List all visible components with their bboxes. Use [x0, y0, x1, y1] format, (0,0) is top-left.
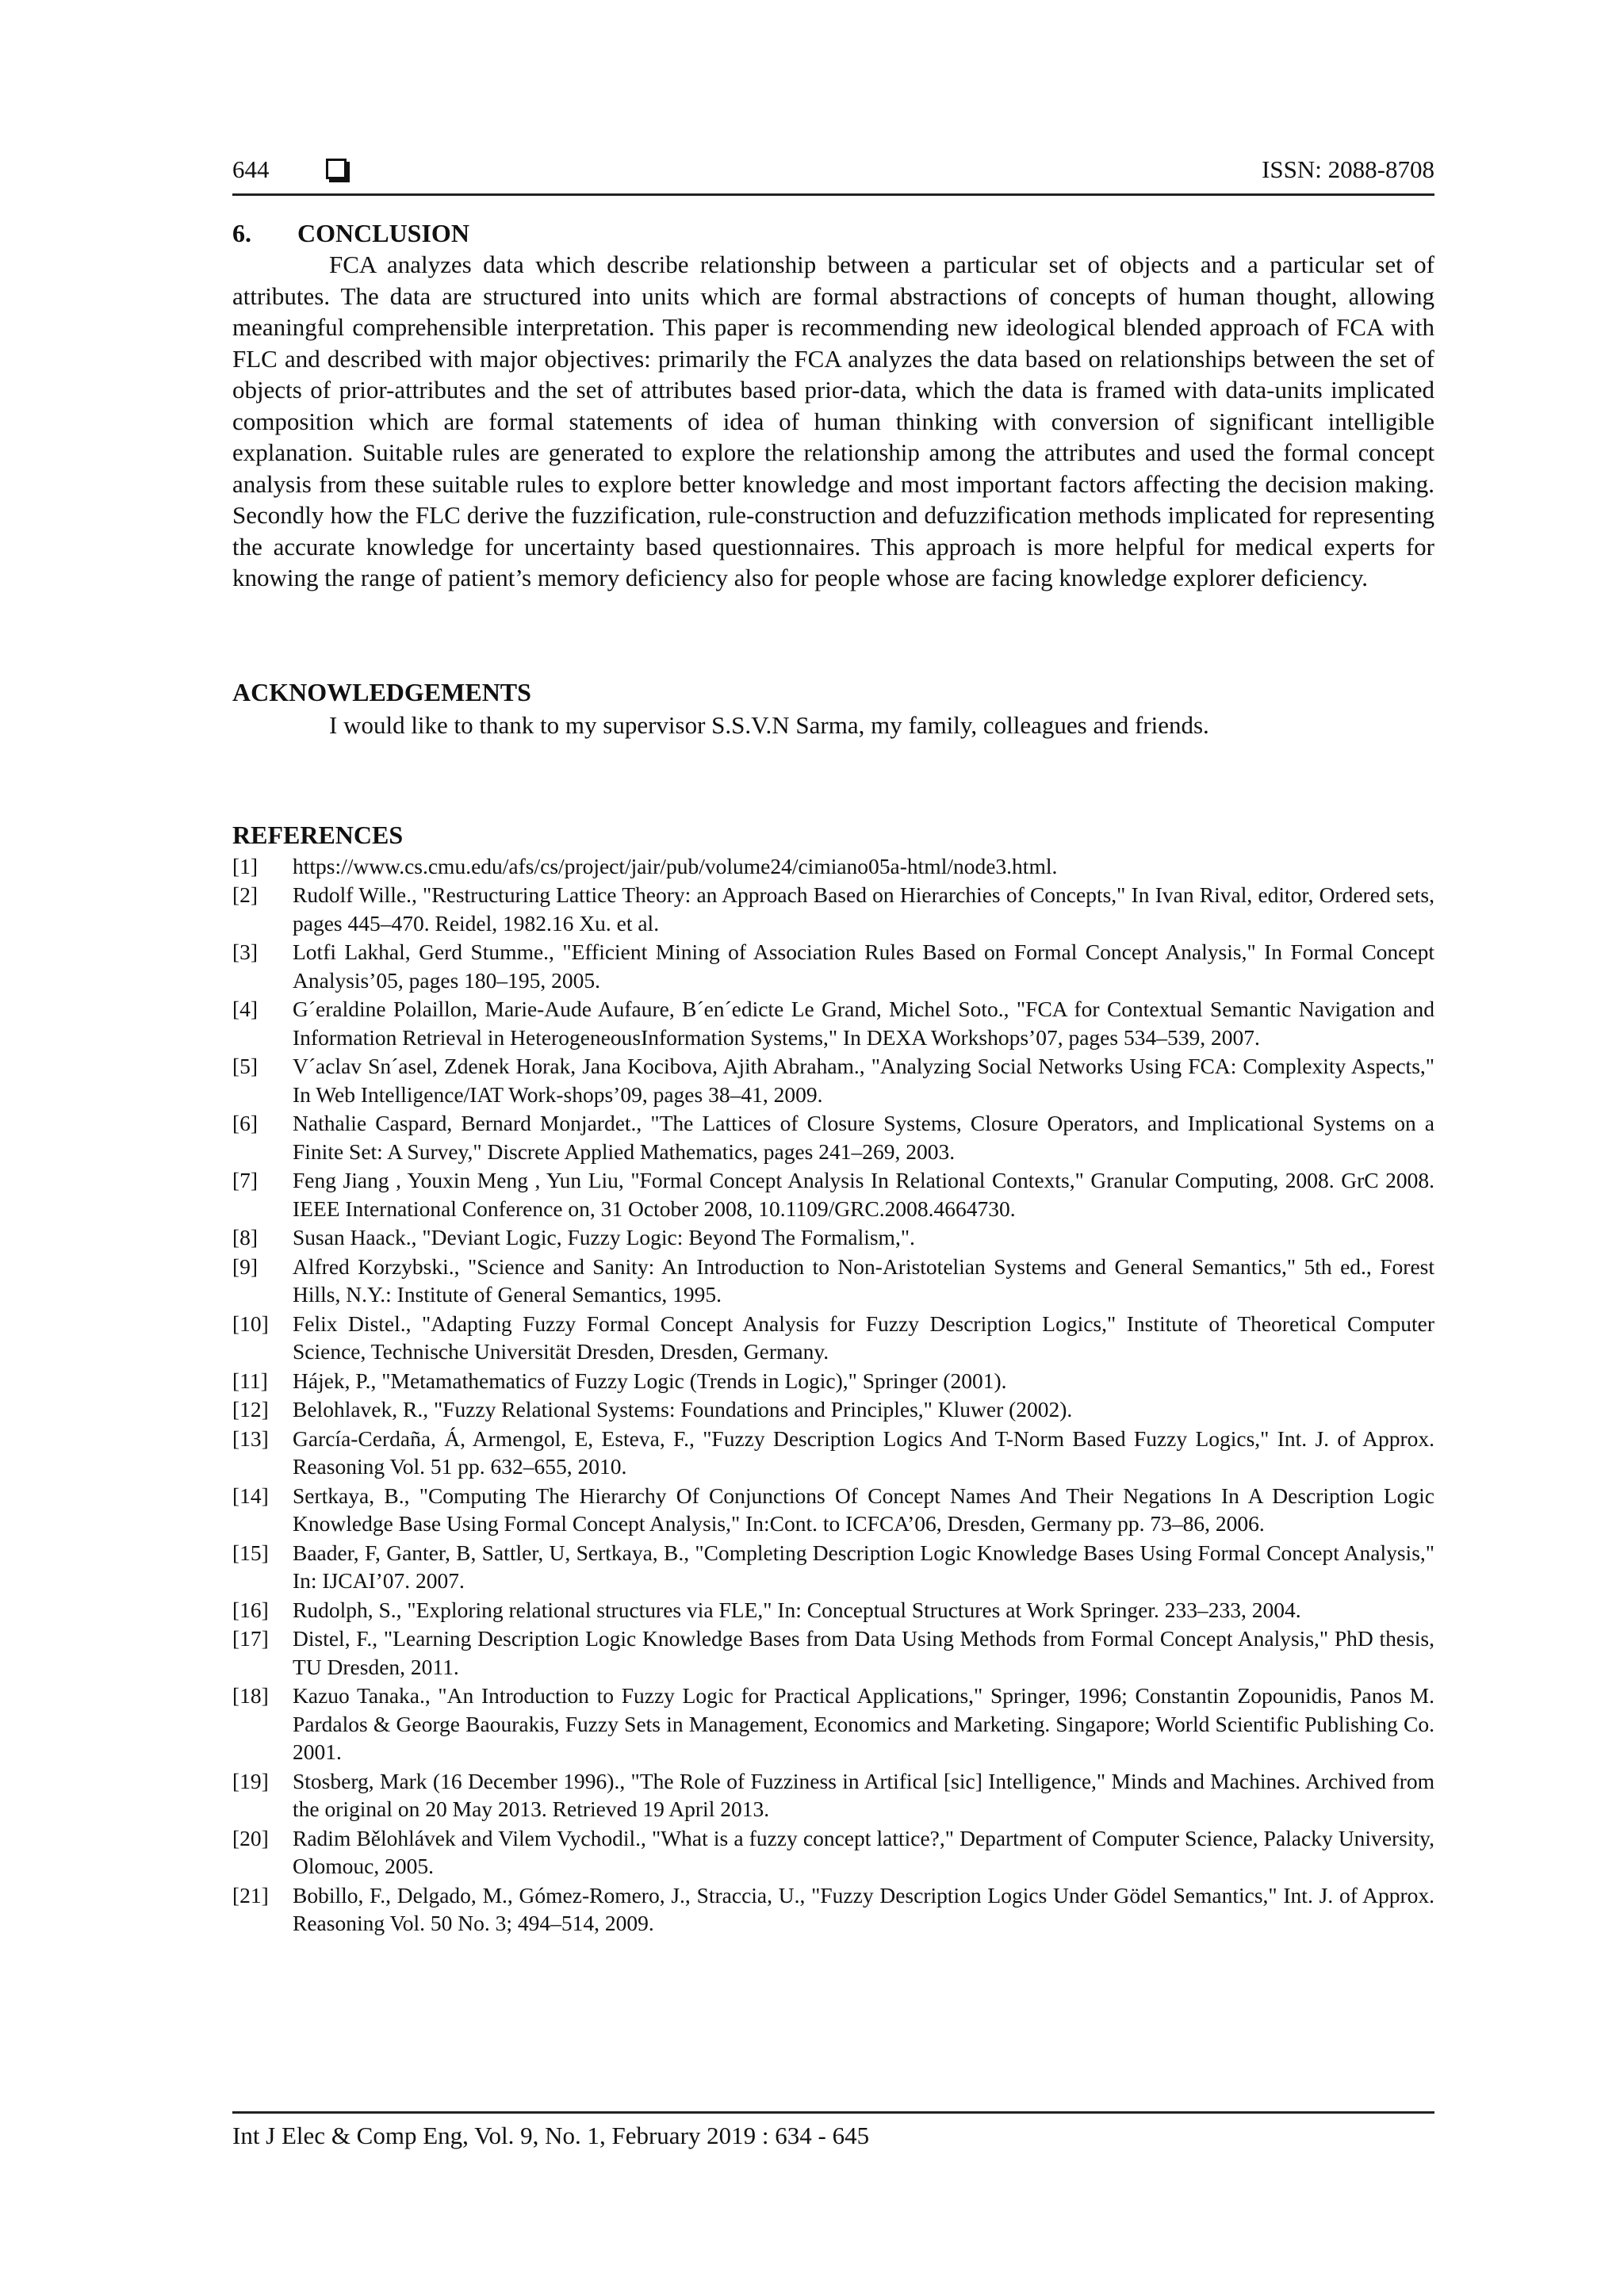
page-number: 644 [232, 155, 270, 183]
reference-number: [4] [232, 997, 259, 1021]
reference-text: Felix Distel., "Adapting Fuzzy Formal Concept Analysis for Fuzzy Description Logics," Institute of Theoretical Computer Science, Technische Universität Dresden, Dresden, Germany. [293, 1311, 1434, 1364]
reference-item [232, 1682, 1434, 1766]
section-number: 6. [232, 219, 251, 247]
reference-number: [13] [232, 1425, 269, 1451]
reference-text: Stosberg, Mark (16 December 1996)., "The Role of Fuzziness in Artifical [sic] Intelligence," Minds and Machines. Archived from the original on 20 May 2013. Retrieved 19 April 2013. [293, 1768, 1434, 1821]
reference-number: [2] [232, 882, 259, 907]
reference-text: G´eraldine Polaillon, Marie-Aude Aufaure, B´en´edicte Le Grand, Michel Soto., "FCA for Contextual Semantic Navigation and Information Retrieval in HeterogeneousInformation Systems," In DEXA Workshops’07, pages 534–539, 2007. [293, 997, 1434, 1050]
reference-number: [12] [232, 1397, 269, 1422]
reference-number: [18] [232, 1683, 269, 1708]
reference-item [232, 1482, 1434, 1538]
reference-number: [16] [232, 1597, 269, 1622]
reference-item [232, 1109, 1434, 1165]
reference-number: [11] [232, 1368, 268, 1393]
reference-item [232, 1881, 1434, 1938]
reference-item [232, 852, 1434, 881]
conclusion-paragraph: FCA analyzes data which describe relationship between a particular set of objects and a particular set of attributes. The data are structured into units which are formal abstractions of concepts of human thought, allowing meaningful comprehensible interpretation. This paper is recommending new ideological blended approach of FCA with FLC and described with major objectives: primarily the FCA analyzes the data based on relationships between the set of objects of prior-attributes and the set of attributes based prior-data, which the data is framed with data-units implicated composition which are formal statements of idea of human thinking with conversion of significant intelligible explanation. Suitable rules are generated to explore the relationship among the attributes and used the formal concept analysis from these suitable rules to explore better knowledge and most important factors affecting the decision making. Secondly how the FLC derive the fuzzification, rule-construction and defuzzification methods implicated for representing the accurate knowledge for uncertainty based questionnaires. This approach is more helpful for medical experts for knowing the range of patient’s memory deficiency also for people whose are facing knowledge explorer deficiency. [232, 251, 1434, 591]
reference-item [232, 1425, 1434, 1481]
reference-item [232, 1539, 1434, 1595]
references-heading: REFERENCES [232, 820, 404, 849]
reference-text: https://www.cs.cmu.edu/afs/cs/project/jair/pub/volume24/cimiano05a-html/node3.html. [293, 853, 1058, 878]
page-footer: Int J Elec & Comp Eng, Vol. 9, No. 1, February 2019 : 634 - 645 [232, 2111, 1434, 2150]
reference-number: [14] [232, 1483, 269, 1508]
page-content [232, 217, 1434, 1938]
reference-item [232, 1767, 1434, 1823]
acknowledgements-heading: ACKNOWLEDGEMENTS [232, 677, 531, 706]
reference-item [232, 1310, 1434, 1366]
reference-number: [15] [232, 1540, 269, 1565]
reference-number: [20] [232, 1825, 269, 1850]
reference-number: [9] [232, 1253, 259, 1279]
reference-item [232, 938, 1434, 994]
reference-number: [7] [232, 1168, 259, 1192]
reference-text: Nathalie Caspard, Bernard Monjardet., "The Lattices of Closure Systems, Closure Operators, and Implicational Systems on a Finite Set: A Survey," Discrete Applied Mathematics, pages 241–269, 2003. [293, 1111, 1434, 1164]
reference-number: [1] [232, 853, 259, 878]
reference-text: Rudolf Wille., "Restructuring Lattice Theory: an Approach Based on Hierarchies of Concepts," In Ivan Rival, editor, Ordered sets, pages 445–470. Reidel, 1982.16 Xu. et al. [293, 882, 1434, 936]
checkbox-square-icon [326, 159, 347, 179]
reference-item [232, 1052, 1434, 1108]
reference-number: [21] [232, 1882, 269, 1908]
reference-text: V´aclav Sn´asel, Zdenek Horak, Jana Kocibova, Ajith Abraham., "Analyzing Social Networks Using FCA: Complexity Aspects," In Web Intelligence/IAT Work-shops’09, pages 38–41, 2009. [293, 1054, 1434, 1107]
reference-item [232, 995, 1434, 1051]
reference-item [232, 1166, 1434, 1223]
reference-text: Baader, F, Ganter, B, Sattler, U, Sertkaya, B., "Completing Description Logic Knowledge Bases Using Formal Concept Analysis," In: IJCAI’07. 2007. [293, 1540, 1434, 1593]
reference-text: Lotfi Lakhal, Gerd Stumme., "Efficient Mining of Association Rules Based on Formal Concept Analysis," In Formal Concept Analysis’05, pages 180–195, 2005. [293, 939, 1434, 993]
reference-text: Belohlavek, R., "Fuzzy Relational Systems: Foundations and Principles," Kluwer (2002). [293, 1397, 1073, 1422]
reference-text: Rudolph, S., "Exploring relational structures via FLE," In: Conceptual Structures at Work Springer. 233–233, 2004. [293, 1597, 1301, 1622]
conclusion-heading [232, 217, 1434, 249]
reference-text: Feng Jiang , Youxin Meng , Yun Liu, "Formal Concept Analysis In Relational Contexts," Granular Computing, 2008. GrC 2008. IEEE International Conference on, 31 October 2008, 10.1109/GRC.2008.4664730. [293, 1168, 1434, 1221]
reference-item [232, 1624, 1434, 1681]
reference-number: [10] [232, 1311, 269, 1336]
reference-number: [6] [232, 1111, 259, 1135]
reference-text: Radim Bělohlávek and Vilem Vychodil., "What is a fuzzy concept lattice?," Department of Computer Science, Palacky University, Olomouc, 2005. [293, 1825, 1434, 1878]
reference-text: Kazuo Tanaka., "An Introduction to Fuzzy Logic for Practical Applications," Springer, 1996; Constantin Zopounidis, Panos M. Pardalos & George Baourakis, Fuzzy Sets in Management, Economics and Marketing. Singapore; World Scientific Publishing Co. 2001. [293, 1683, 1434, 1764]
reference-number: [8] [232, 1225, 259, 1249]
reference-text: Hájek, P., "Metamathematics of Fuzzy Logic (Trends in Logic)," Springer (2001). [293, 1368, 1007, 1393]
reference-item [232, 1223, 1434, 1252]
reference-text: Susan Haack., "Deviant Logic, Fuzzy Logic: Beyond The Formalism,". [293, 1225, 915, 1249]
reference-item [232, 1824, 1434, 1881]
reference-number: [3] [232, 939, 259, 964]
acknowledgements-paragraph: I would like to thank to my supervisor S.S.V.N Sarma, my family, colleagues and friends. [329, 710, 1209, 739]
reference-number: [17] [232, 1626, 269, 1651]
reference-text: Bobillo, F., Delgado, M., Gómez-Romero, J., Straccia, U., "Fuzzy Description Logics Under Gödel Semantics," Int. J. of Approx. Reasoning Vol. 50 No. 3; 494–514, 2009. [293, 1882, 1434, 1935]
reference-item [232, 1596, 1434, 1624]
reference-number: [19] [232, 1768, 269, 1793]
reference-item [232, 1253, 1434, 1309]
reference-list [232, 852, 1434, 1938]
reference-item [232, 1395, 1434, 1424]
reference-number: [5] [232, 1054, 259, 1078]
reference-item [232, 881, 1434, 937]
section-title: CONCLUSION [297, 219, 469, 247]
reference-text: Alfred Korzybski., "Science and Sanity: An Introduction to Non-Aristotelian Systems and General Semantics," 5th ed., Forest Hills, N.Y.: Institute of General Semantics, 1995. [293, 1253, 1434, 1307]
reference-text: Distel, F., "Learning Description Logic Knowledge Bases from Data Using Methods from Formal Concept Analysis," PhD thesis, TU Dresden, 2011. [293, 1626, 1434, 1679]
reference-text: Sertkaya, B., "Computing The Hierarchy Of Conjunctions Of Concept Names And Their Negations In A Description Logic Knowledge Base Using Formal Concept Analysis," In:Cont. to ICFCA’06, Dresden, Germany pp. 73–86, 2006. [293, 1483, 1434, 1536]
page-header [232, 152, 1434, 196]
reference-item [232, 1367, 1434, 1395]
issn-label: ISSN: 2088-8708 [1262, 155, 1434, 183]
reference-text: García-Cerdaña, Á, Armengol, E, Esteva, F., "Fuzzy Description Logics And T-Norm Based Fuzzy Logics," Int. J. of Approx. Reasoning Vol. 51 pp. 632–655, 2010. [293, 1425, 1434, 1479]
